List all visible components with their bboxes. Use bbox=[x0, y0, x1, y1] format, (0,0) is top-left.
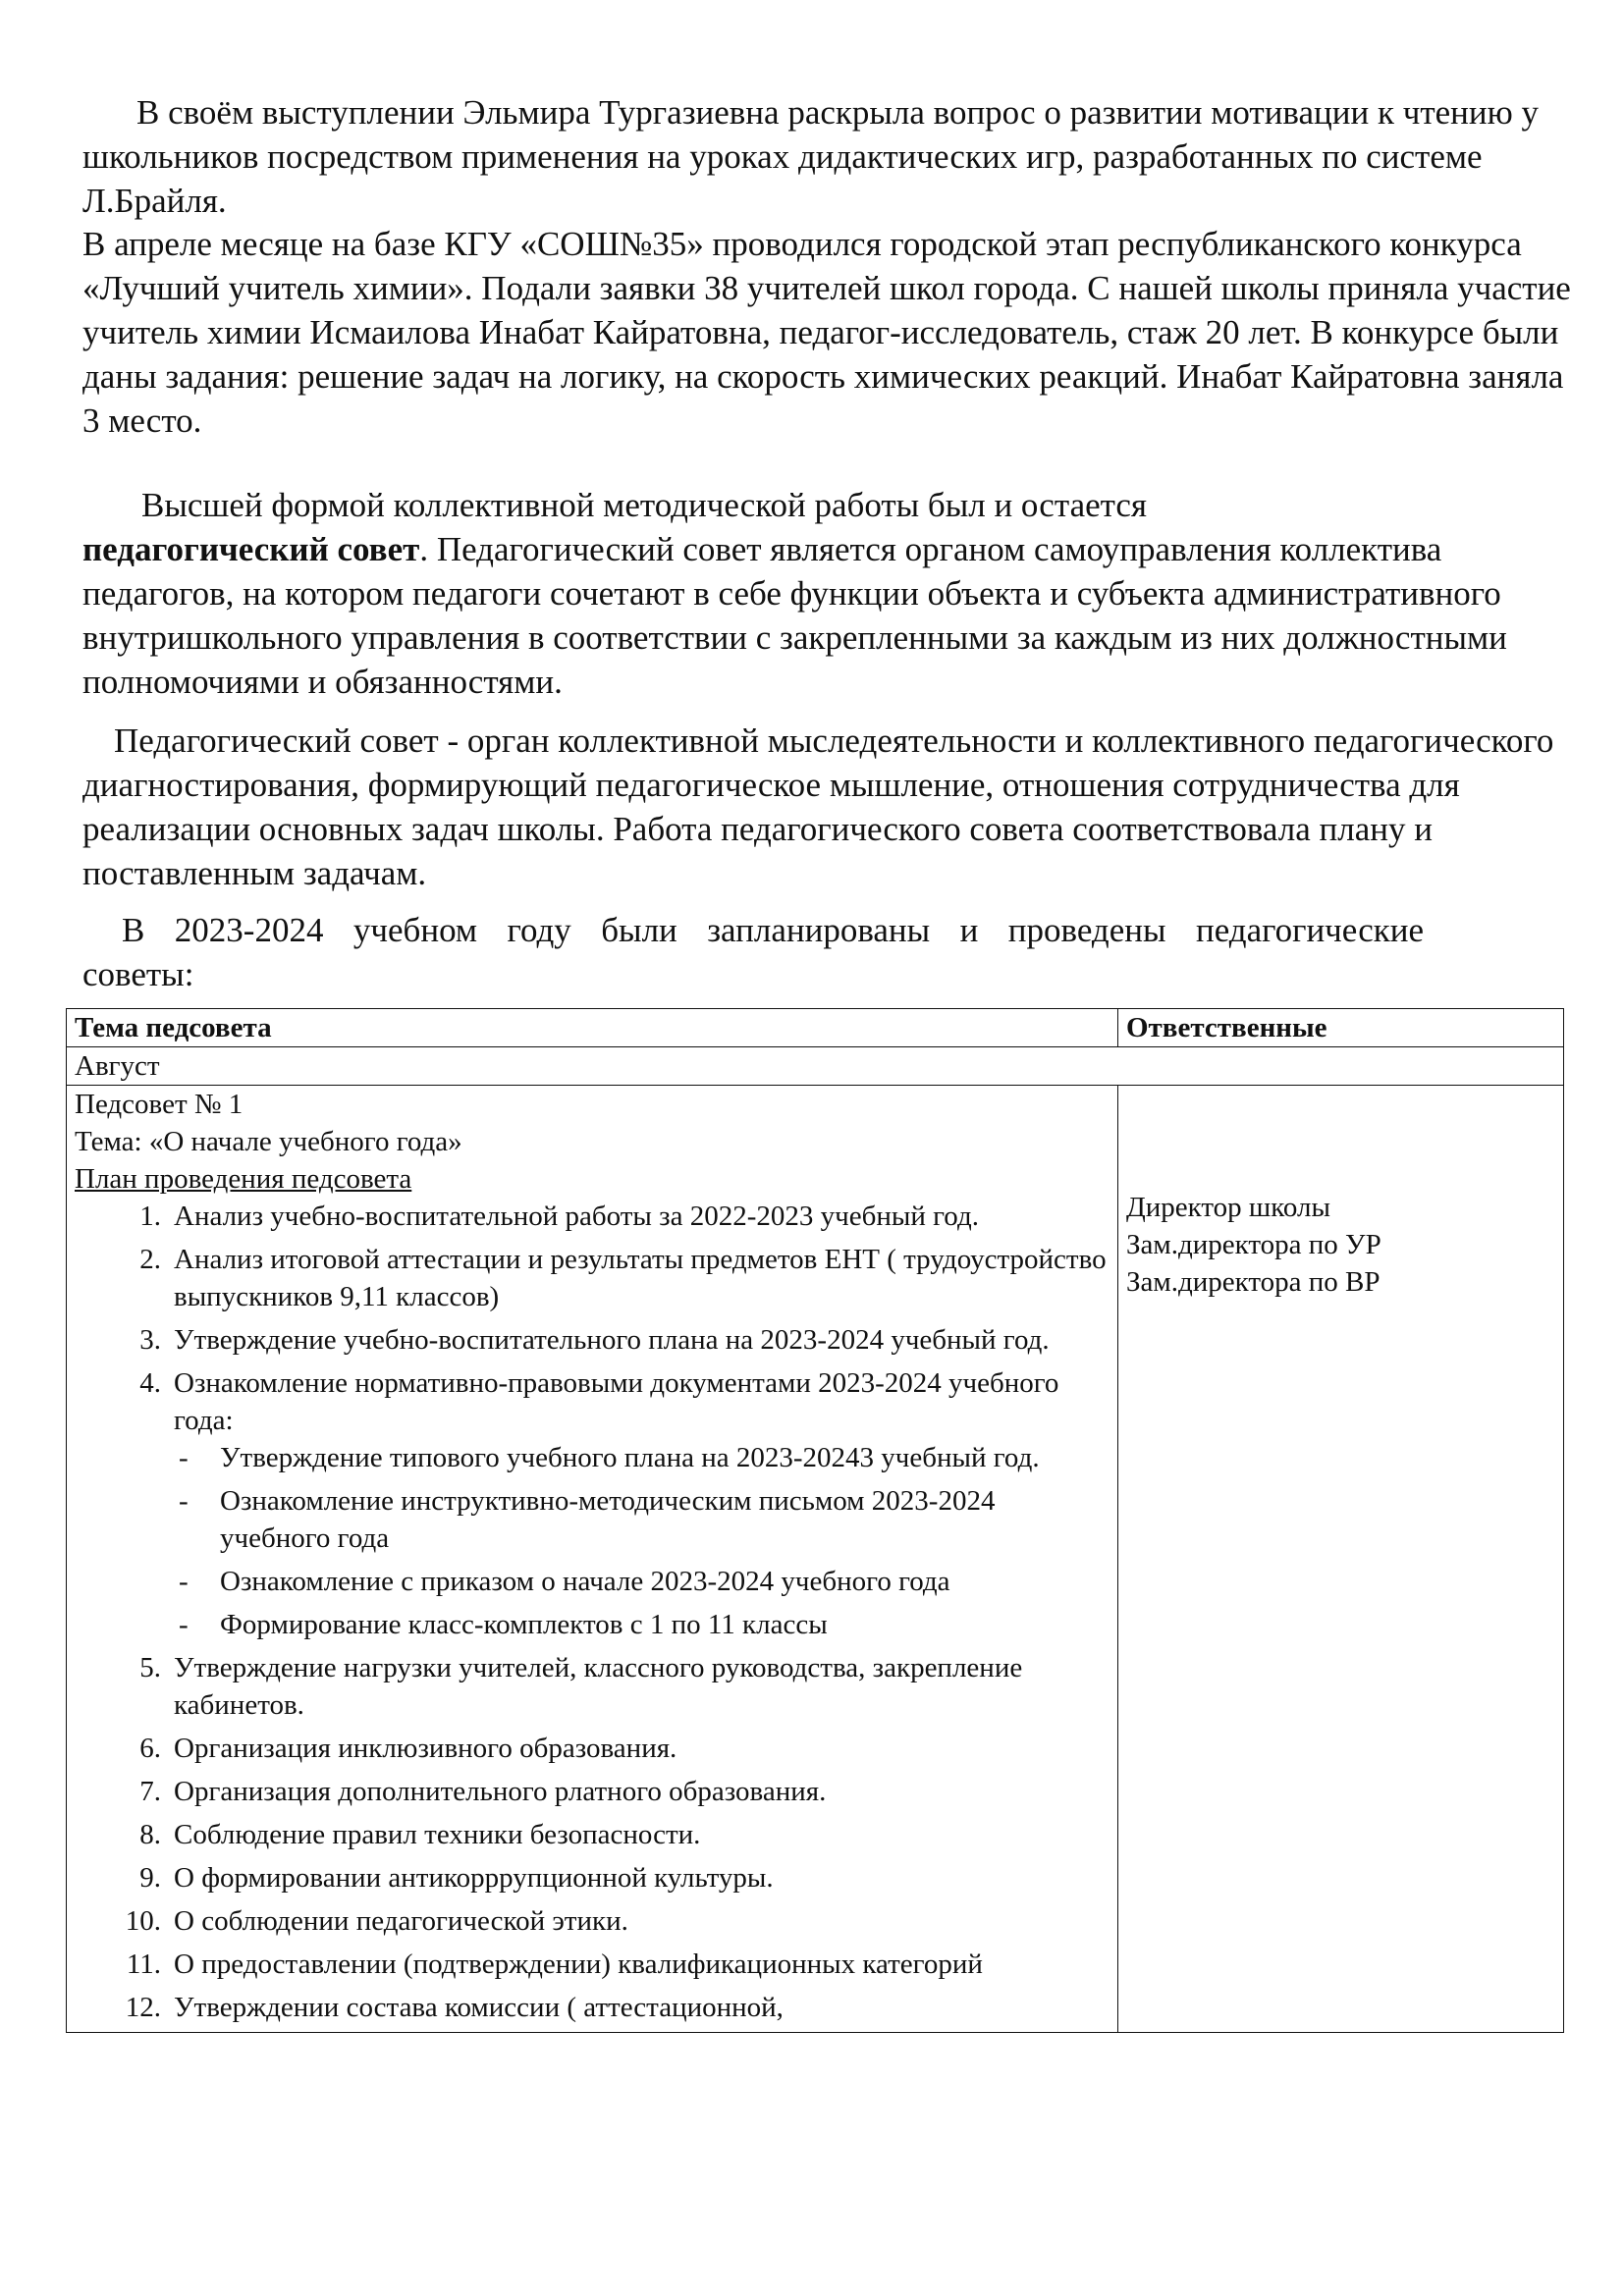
paragraph-reading-motivation: В своём выступлении Эльмира Тургазиевна раскрыла вопрос о развитии мотивации к чтению у школьников посредством применения на уроках дидактических игр, разработанных по системе Л.Брайля. bbox=[82, 93, 1540, 220]
responsible-deputy-academic: Зам.директора по УР bbox=[1126, 1229, 1381, 1260]
list-item: 9. О формировании антикорррупционной культуры. bbox=[139, 1862, 774, 1894]
plan-label: План проведения педсовета bbox=[75, 1163, 412, 1195]
paragraph-pedagogical-council-role: Педагогический совет - орган коллективной мыследеятельности и коллективного педагогического диагностирования, формирующий педагогическое мышление, отношения сотрудничества для реализации основных задач школы. Работа педагогического совета соответствовала плану и поставленным задачам. bbox=[82, 721, 1554, 892]
table-header-row bbox=[67, 1009, 1564, 1047]
list-item: 10. О соблюдении педагогической этики. bbox=[125, 1905, 628, 1937]
councils-table bbox=[66, 1008, 1564, 2033]
sub-list-item: - Утверждение типового учебного плана на 2023-20243 учебный год. bbox=[179, 1442, 1040, 1473]
list-item: 11. О предоставлении (подтверждении) квалификационных категорий bbox=[126, 1949, 983, 1980]
list-item: 4. Ознакомление нормативно-правовыми документами 2023-2024 учебного года: - Утверждение типового учебного плана на 2023-20243 учебный год. - Ознакомление инструктивно-методическим письмом 2023-2024 учебного года - Ознакомление с приказом о начале 2023-2024 учебного года - Формирование класс-комплектов с 1 по 11 классы bbox=[75, 1364, 1110, 1643]
council-row bbox=[67, 1086, 1564, 2033]
paragraph-pedagogical-council-definition: Высшей формой коллективной методической работы был и остается педагогический совет. Педагогический совет является органом самоуправления коллектива педагогов, на котором педагоги сочетают в себе функции объекта и субъекта административного внутришкольного управления в соответствии с закрепленными за каждым из них должностными полномочиями и обязанностями. bbox=[82, 486, 1507, 701]
paragraph-chemistry-contest: В апреле месяце на базе КГУ «СОШ№35» проводился городской этап республиканского конкурса «Лучший учитель химии». Подали заявки 38 учителей школ города. С нашей школы приняла участие учитель химии Исмаилова Инабат Кайратовна, педагог-исследователь, стаж 20 лет. В конкурсе были даны задания: решение задач на логику, на скорость химических реакций. Инабат Кайратовна заняла 3 место. bbox=[82, 225, 1571, 440]
list-item: 2. Анализ итоговой аттестации и результаты предметов ЕНТ ( трудоустройство выпускников 9,11 классов) bbox=[139, 1244, 1107, 1312]
bold-term: педагогический совет bbox=[82, 530, 420, 568]
list-item: 12. Утверждении состава комиссии ( аттестационной, bbox=[125, 1992, 784, 2023]
list-item: 1. Анализ учебно-воспитательной работы за 2022-2023 учебный год. bbox=[139, 1201, 979, 1232]
list-item: 8. Соблюдение правил техники безопасности. bbox=[139, 1819, 701, 1850]
paragraph-councils-intro-line2: советы: bbox=[82, 955, 194, 993]
header-responsible: Ответственные bbox=[1118, 1009, 1564, 1047]
sub-list-item: - Ознакомление инструктивно-методическим письмом 2023-2024 учебного года bbox=[179, 1485, 996, 1554]
sub-items-list bbox=[174, 1439, 1110, 1643]
responsible-deputy-upbringing: Зам.директора по ВР bbox=[1126, 1266, 1380, 1298]
council-topic: Тема: «О начале учебного года» bbox=[75, 1126, 462, 1157]
responsible-cell bbox=[1118, 1086, 1564, 2033]
responsible-director: Директор школы bbox=[1126, 1192, 1330, 1223]
list-item: 6. Организация инклюзивного образования. bbox=[139, 1733, 677, 1764]
plan-items-list bbox=[75, 1198, 1110, 2026]
month-row bbox=[67, 1047, 1564, 1086]
list-item: 3. Утверждение учебно-воспитательного плана на 2023-2024 учебный год. bbox=[139, 1324, 1050, 1356]
council-content bbox=[67, 1086, 1118, 2033]
paragraph-councils-intro-line1: В 2023-2024 учебном году были запланированы и проведены педагогические bbox=[122, 911, 1424, 949]
list-item: 7. Организация дополнительного рлатного образования. bbox=[139, 1776, 827, 1807]
month-label: Август bbox=[67, 1047, 1564, 1086]
list-item: 5. Утверждение нагрузки учителей, классного руководства, закрепление кабинетов. bbox=[139, 1652, 1023, 1721]
sub-list-item: - Ознакомление с приказом о начале 2023-2024 учебного года bbox=[179, 1566, 950, 1597]
council-title: Педсовет № 1 bbox=[75, 1089, 244, 1120]
header-topic: Тема педсовета bbox=[67, 1009, 1118, 1047]
sub-list-item: - Формирование класс-комплектов с 1 по 11 классы bbox=[179, 1609, 828, 1640]
